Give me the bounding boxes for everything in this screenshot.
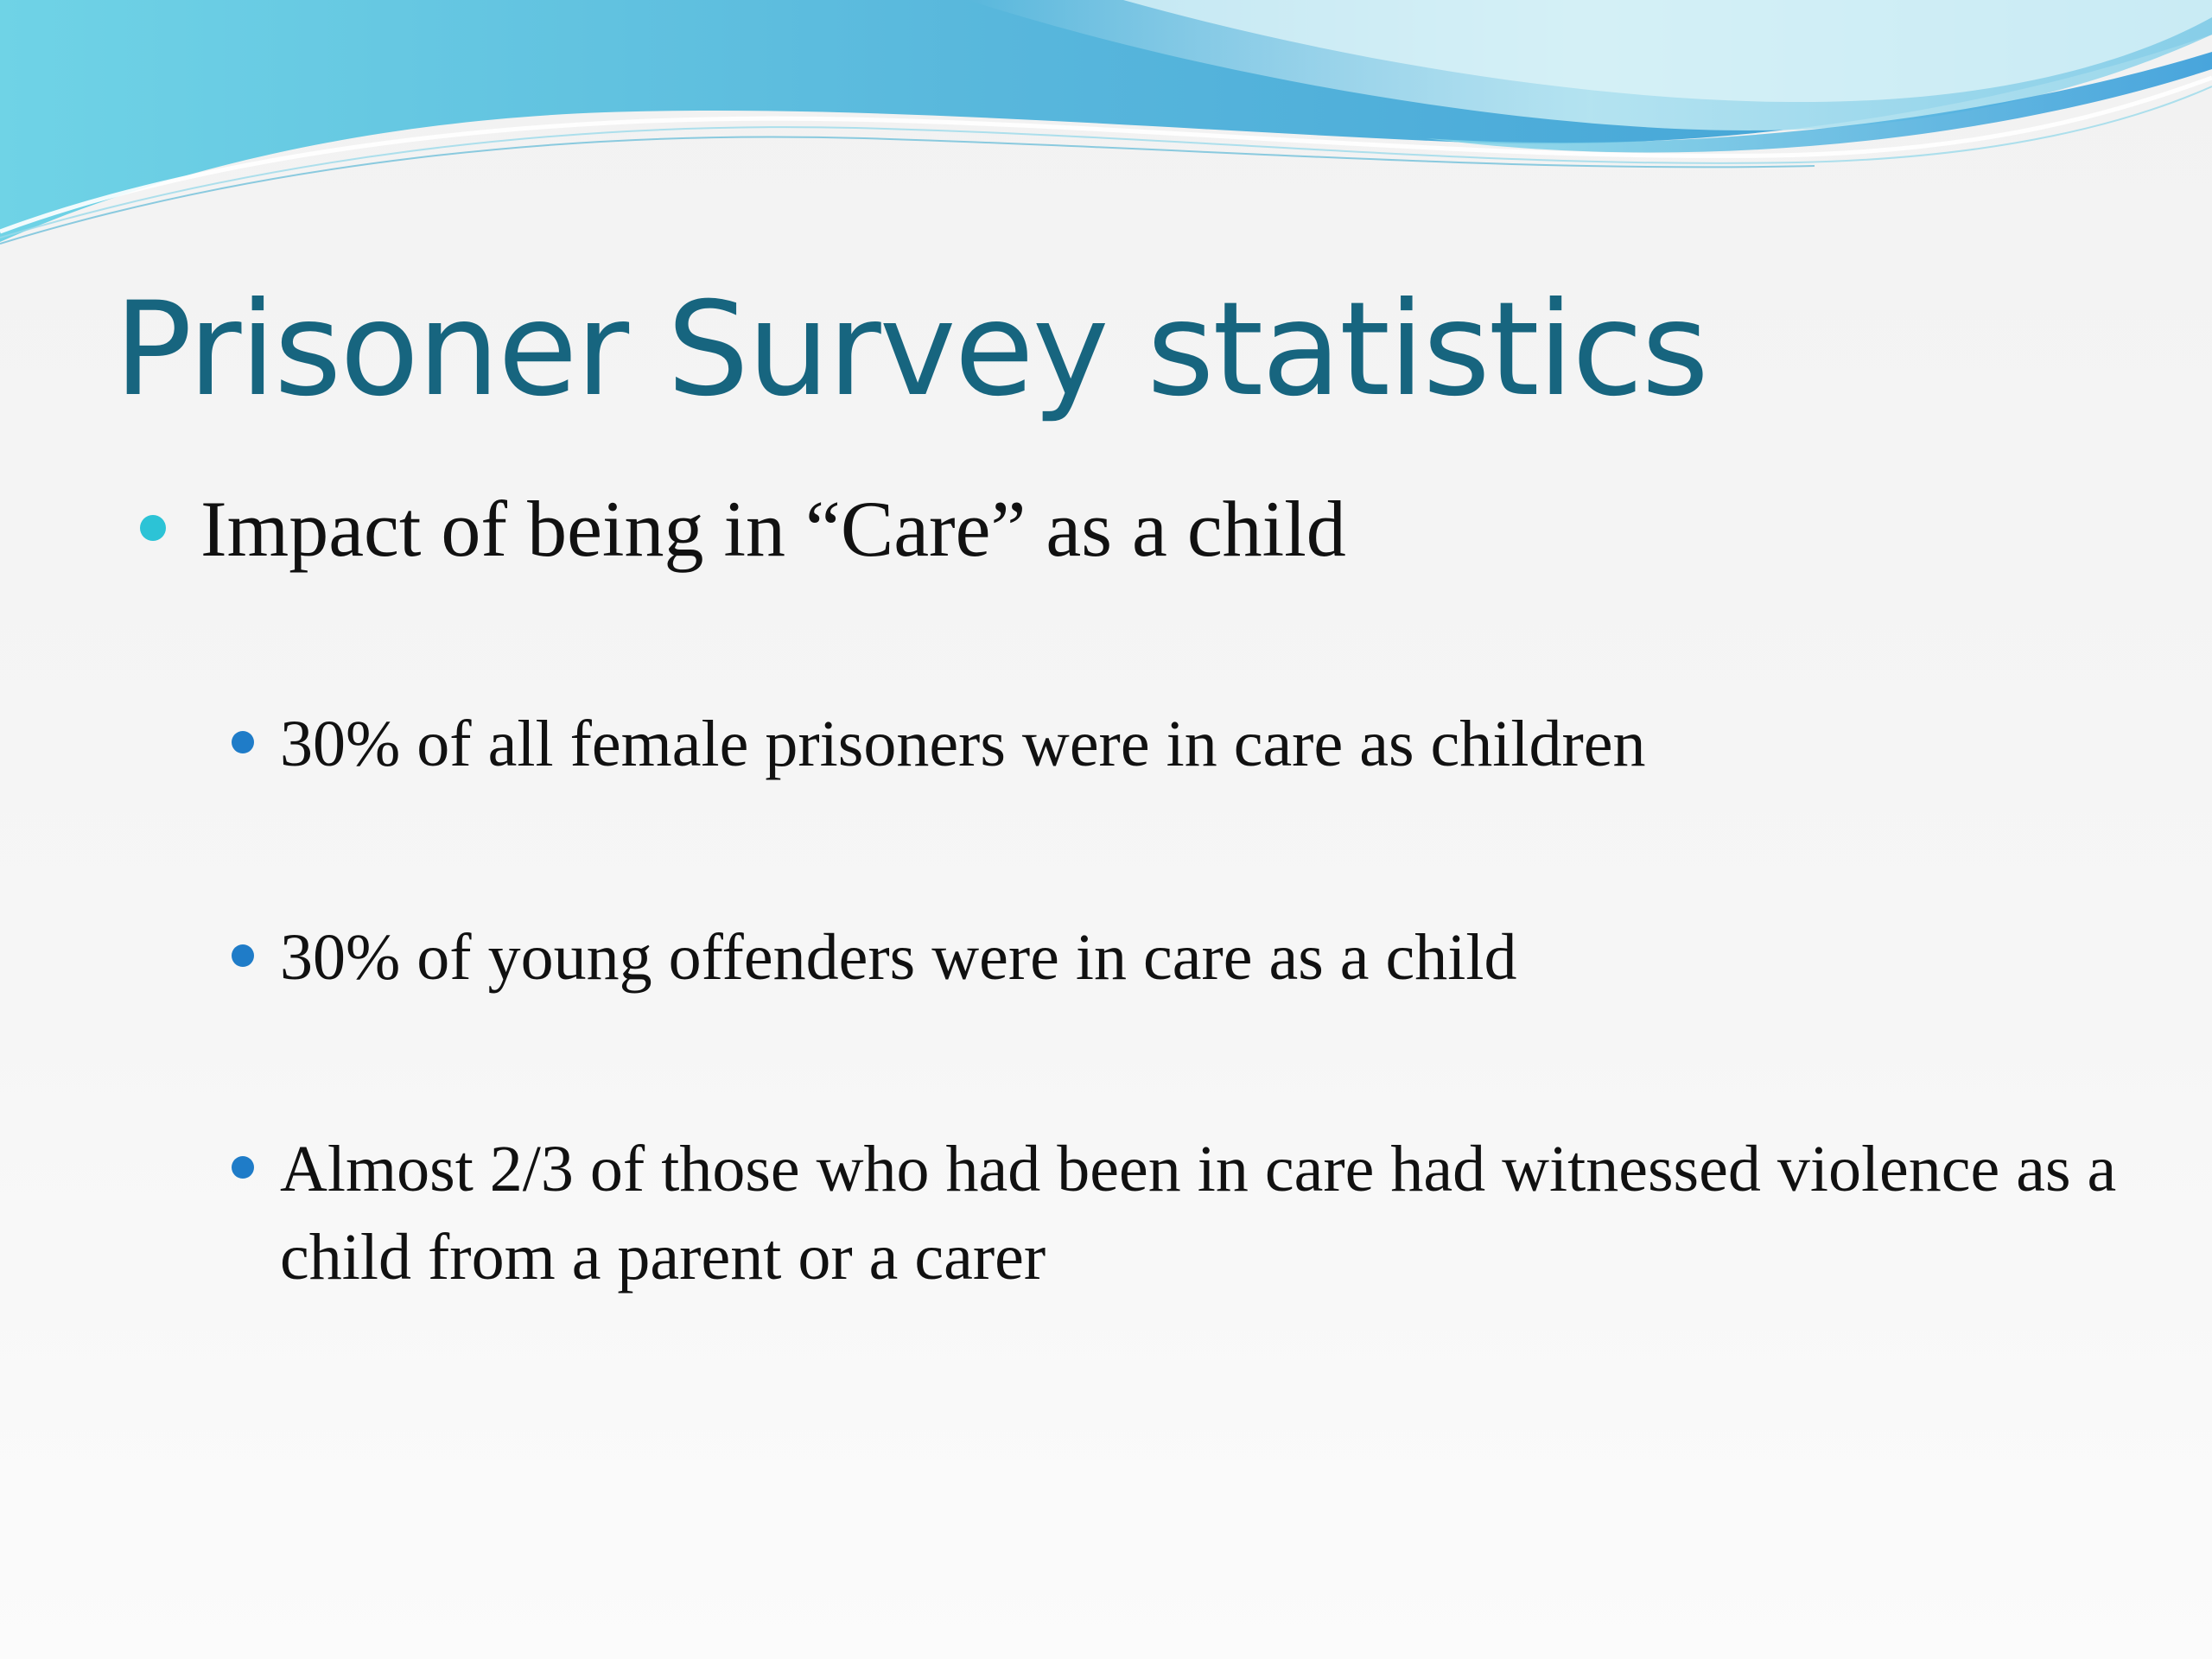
sub-bullet — [232, 700, 2138, 788]
main-bullet-text: Impact of being in “Care” as a child — [200, 485, 1346, 573]
bullet-dot-icon — [232, 944, 254, 967]
slide-title: Prisoner Survey statistics — [114, 275, 1707, 425]
bullet-dot-icon — [140, 515, 166, 541]
sub-bullet — [232, 1125, 2138, 1301]
header-wave-decoration — [0, 0, 2212, 259]
bullet-dot-icon — [232, 731, 254, 753]
sub-bullet-text: 30% of all female prisoners were in care as children — [280, 708, 1646, 780]
bullet-dot-icon — [232, 1156, 254, 1179]
sub-bullet — [232, 913, 2138, 1001]
sub-bullet-text: Almost 2/3 of those who had been in care had witnessed violence as a child from a parent or a carer — [280, 1133, 2117, 1294]
sub-bullet-text: 30% of young offenders were in care as a child — [280, 921, 1517, 994]
main-bullet — [140, 484, 1346, 574]
